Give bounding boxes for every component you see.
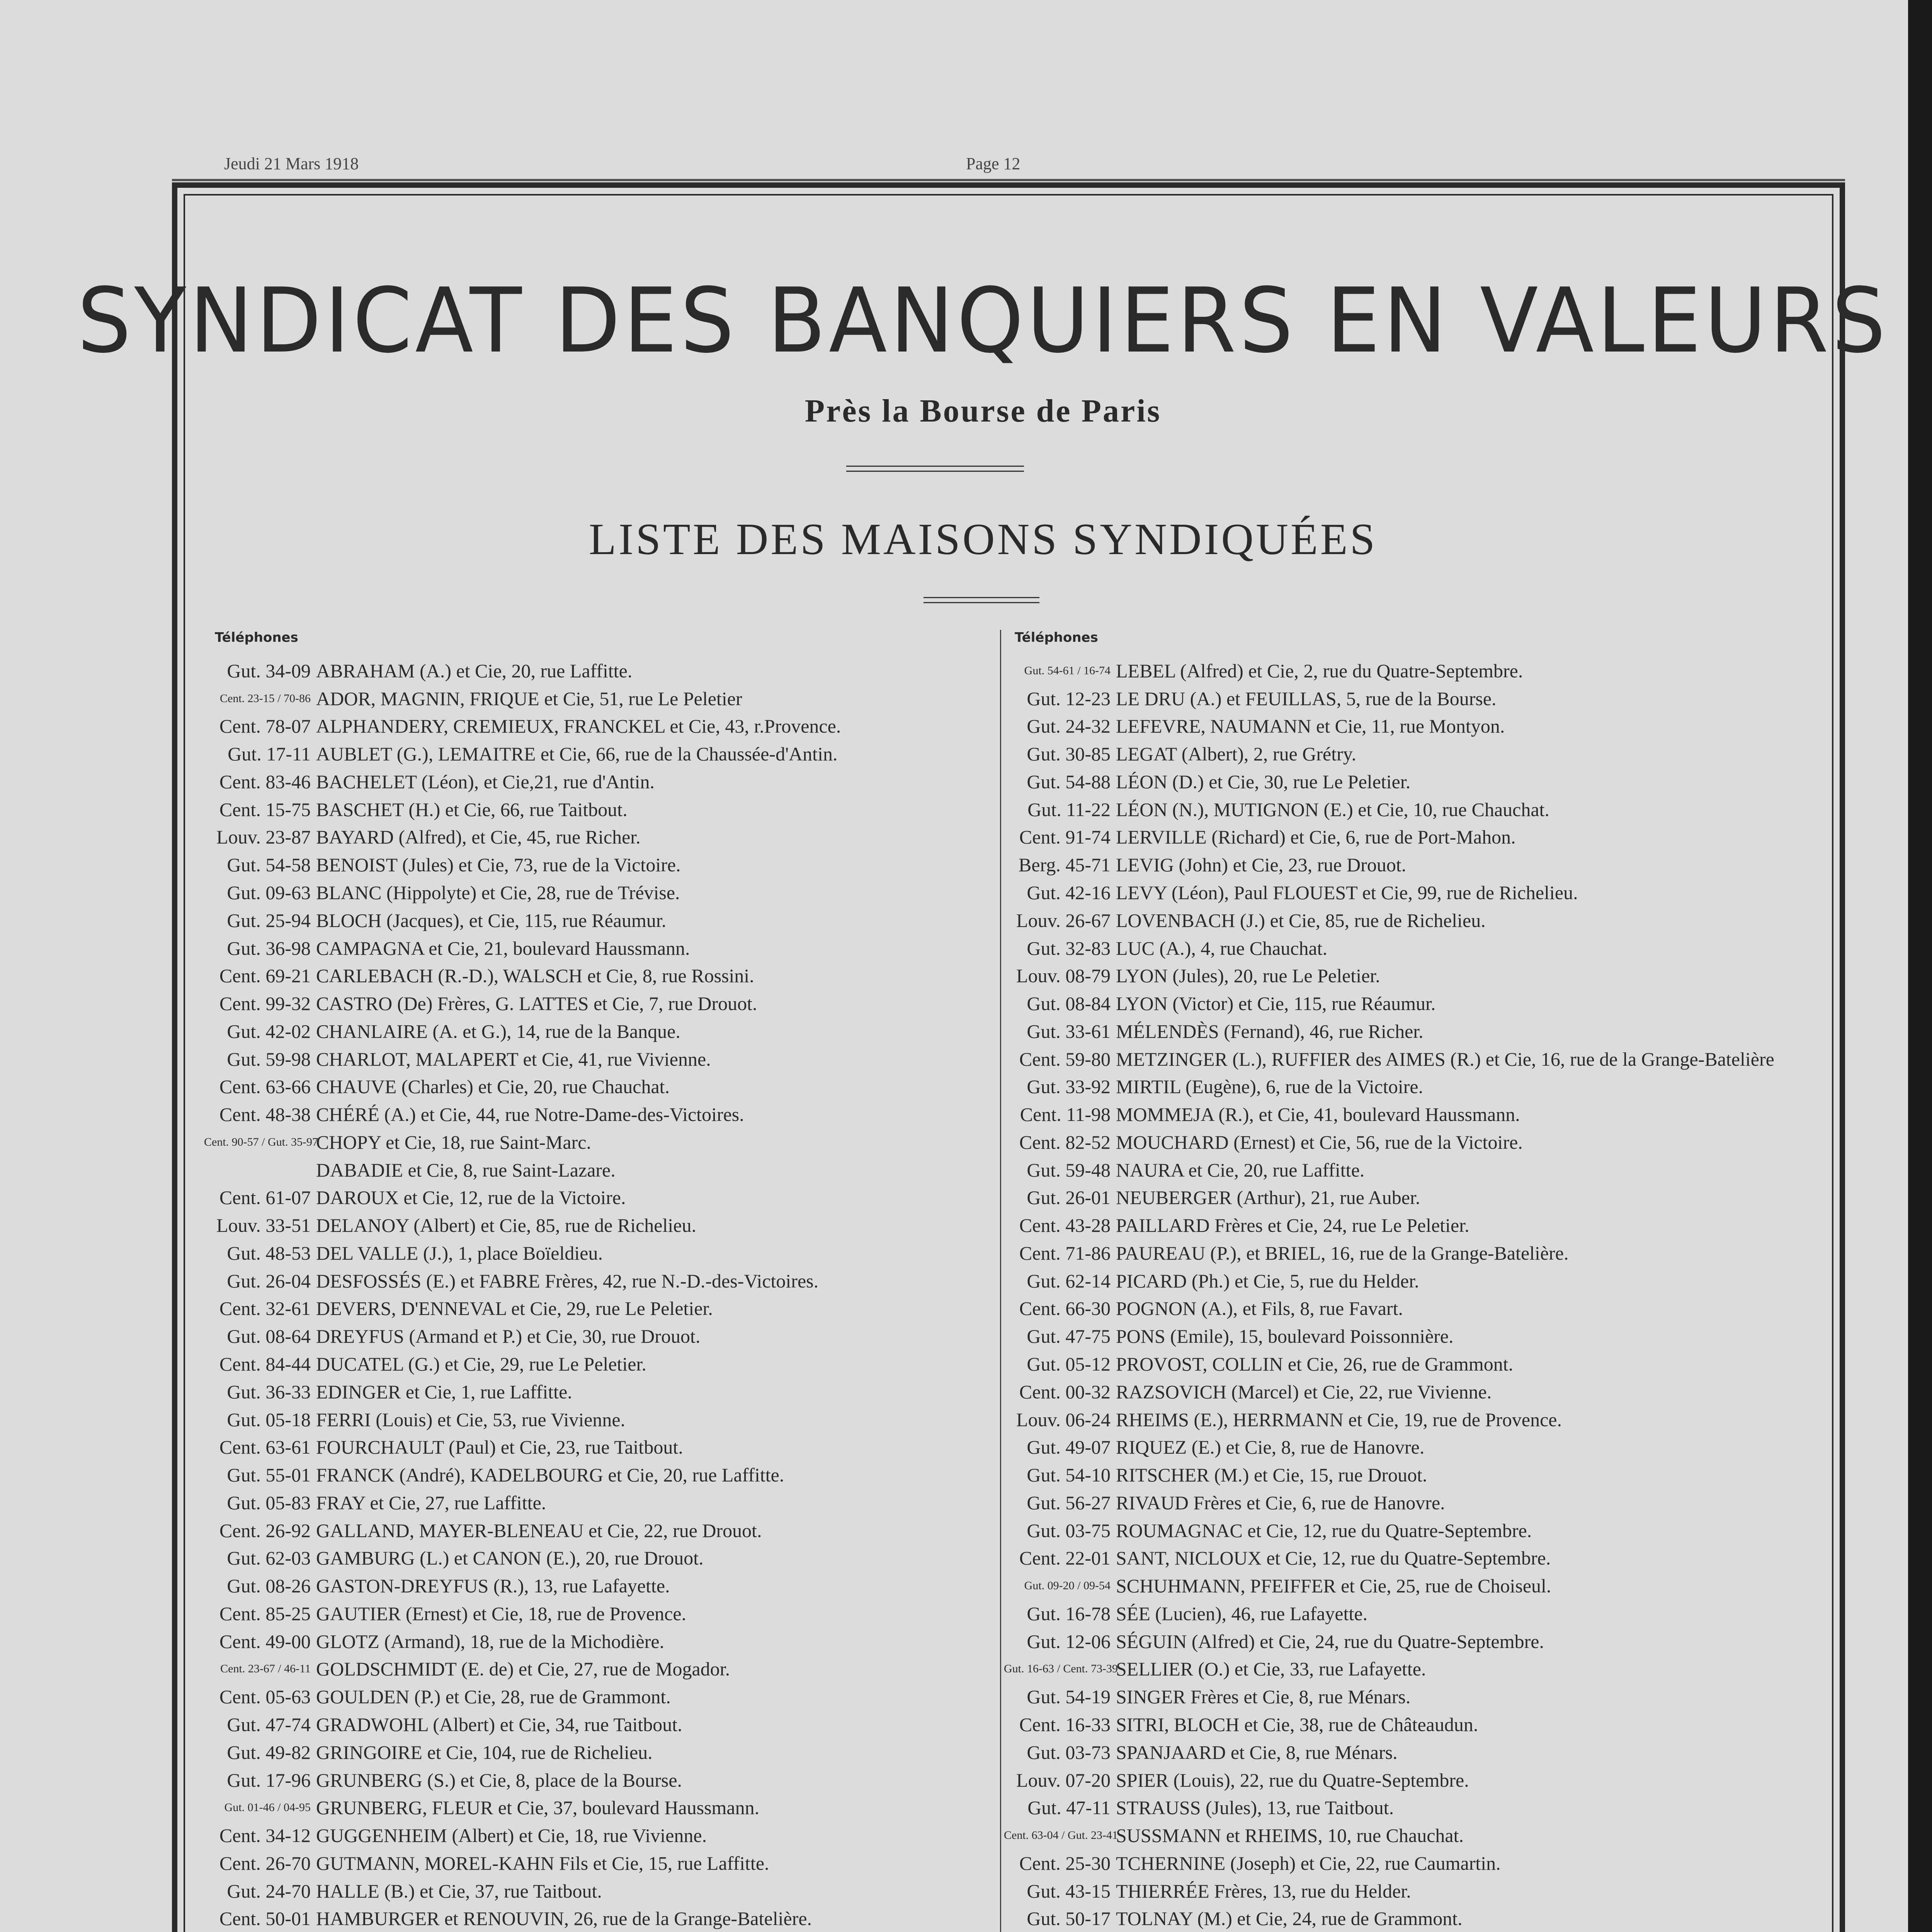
entry-phone: Gut. 59-48	[1027, 1159, 1111, 1181]
entry-phone: Gut. 36-33	[227, 1381, 311, 1403]
entry-text: SPANJAARD et Cie, 8, rue Ménars.	[1116, 1741, 1398, 1763]
list-item	[1004, 1184, 1808, 1212]
list-item	[204, 1572, 1008, 1600]
entry-phone: Gut. 05-83	[227, 1492, 311, 1514]
entry-phone: Cent. 82-52	[1019, 1131, 1111, 1153]
list-item	[1004, 1045, 1808, 1073]
list-item	[204, 1350, 1008, 1378]
list-item	[204, 796, 1008, 823]
title-rule	[846, 466, 1024, 472]
list-item	[204, 1239, 1008, 1267]
list-item	[1004, 1489, 1808, 1517]
list-item	[204, 1100, 1008, 1128]
entry-text: LYON (Victor) et Cie, 115, rue Réaumur.	[1116, 993, 1436, 1015]
list-item	[1004, 1905, 1808, 1932]
entry-phone: Gut. 33-61	[1027, 1020, 1111, 1042]
entry-text: BENOIST (Jules) et Cie, 73, rue de la Victoire.	[316, 854, 681, 876]
entry-text: STRAUSS (Jules), 13, rue Taitbout.	[1116, 1797, 1394, 1819]
entry-phone: Cent. 22-01	[1019, 1547, 1111, 1569]
entry-text: PAILLARD Frères et Cie, 24, rue Le Peletier.	[1116, 1214, 1469, 1236]
list-item	[1004, 1073, 1808, 1100]
entry-phone: Gut. 26-04	[227, 1270, 311, 1292]
entry-phone: Gut. 25-94	[227, 909, 311, 931]
entry-phone: Cent. 83-46	[219, 770, 311, 793]
list-item	[1004, 1211, 1808, 1239]
entry-text: SÉGUIN (Alfred) et Cie, 24, rue du Quatre-Septembre.	[1116, 1630, 1544, 1652]
entry-text: SUSSMANN et RHEIMS, 10, rue Chauchat.	[1116, 1825, 1464, 1847]
page-title: SYNDICAT DES BANQUIERS EN VALEURS	[77, 269, 1889, 373]
list-item	[204, 1461, 1008, 1489]
entry-text: PONS (Emile), 15, boulevard Poissonnière.	[1116, 1325, 1454, 1347]
entry-text: LEGAT (Albert), 2, rue Grétry.	[1116, 743, 1357, 765]
list-item	[204, 962, 1008, 990]
list-item	[204, 1600, 1008, 1628]
entry-phone: Gut. 55-01	[227, 1464, 311, 1486]
list-item	[1004, 1766, 1808, 1794]
entry-phone: Gut. 03-73	[1027, 1741, 1111, 1763]
entry-text: CHARLOT, MALAPERT et Cie, 41, rue Vivienne.	[316, 1048, 711, 1070]
entry-text: LOVENBACH (J.) et Cie, 85, rue de Richelieu.	[1116, 909, 1486, 931]
entry-text: DEVERS, D'ENNEVAL et Cie, 29, rue Le Peletier.	[316, 1298, 713, 1320]
list-item	[204, 1711, 1008, 1738]
list-heading-rule	[923, 597, 1039, 603]
list-item	[1004, 1738, 1808, 1766]
entry-phone: Gut. 32-83	[1027, 937, 1111, 959]
entry-text: GAMBURG (L.) et CANON (E.), 20, rue Drouot.	[316, 1547, 704, 1569]
list-item	[1004, 1600, 1808, 1628]
entry-text: TCHERNINE (Joseph) et Cie, 22, rue Caumartin.	[1116, 1852, 1501, 1874]
entry-text: CASTRO (De) Frères, G. LATTES et Cie, 7, rue Drouot.	[316, 993, 757, 1015]
entry-phone: Cent. 49-00	[219, 1630, 311, 1652]
entry-text: BASCHET (H.) et Cie, 66, rue Taitbout.	[316, 798, 628, 820]
entry-text: MOUCHARD (Ernest) et Cie, 56, rue de la Victoire.	[1116, 1131, 1523, 1153]
entry-phone: Gut. 36-98	[227, 937, 311, 959]
entry-text: LEVIG (John) et Cie, 23, rue Drouot.	[1116, 854, 1406, 876]
entry-phone: Cent. 66-30	[1019, 1298, 1111, 1320]
list-item	[204, 1017, 1008, 1045]
list-item	[204, 1378, 1008, 1406]
header-page-number: Page 12	[966, 154, 1020, 173]
entry-phone: Gut. 26-01	[1027, 1187, 1111, 1209]
entry-phone: Gut. 05-18	[227, 1408, 311, 1430]
entry-text: NEUBERGER (Arthur), 21, rue Auber.	[1116, 1187, 1420, 1209]
list-item	[204, 1905, 1008, 1932]
list-item	[1004, 1849, 1808, 1877]
entry-text: SPIER (Louis), 22, rue du Quatre-Septembre.	[1116, 1769, 1469, 1791]
entry-phone: Gut. 56-27	[1027, 1492, 1111, 1514]
list-item	[1004, 1572, 1808, 1600]
entry-text: GRUNBERG, FLEUR et Cie, 37, boulevard Haussmann.	[316, 1797, 760, 1819]
entry-text: LE DRU (A.) et FEUILLAS, 5, rue de la Bourse.	[1116, 687, 1497, 709]
list-item	[204, 1184, 1008, 1212]
entry-phone: Cent. 99-32	[219, 993, 311, 1015]
list-item	[1004, 962, 1808, 990]
entry-phone: Gut. 12-23	[1027, 687, 1111, 709]
entry-text: LYON (Jules), 20, rue Le Peletier.	[1116, 965, 1380, 987]
list-item	[204, 823, 1008, 851]
entry-text: LUC (A.), 4, rue Chauchat.	[1116, 937, 1328, 959]
entry-phone: Gut. 05-12	[1027, 1353, 1111, 1375]
entry-text: SCHUHMANN, PFEIFFER et Cie, 25, rue de Choiseul.	[1116, 1575, 1551, 1597]
list-item	[1004, 768, 1808, 796]
entry-phone: Cent. 63-66	[219, 1076, 311, 1098]
entry-text: GASTON-DREYFUS (R.), 13, rue Lafayette.	[316, 1575, 670, 1597]
entry-text: FERRI (Louis) et Cie, 53, rue Vivienne.	[316, 1408, 626, 1430]
list-item	[1004, 1322, 1808, 1350]
telephones-label: Téléphones	[215, 630, 298, 645]
entry-text: SANT, NICLOUX et Cie, 12, rue du Quatre-Septembre.	[1116, 1547, 1551, 1569]
entry-text: GRINGOIRE et Cie, 104, rue de Richelieu.	[316, 1741, 653, 1763]
entry-phone: Cent. 78-07	[219, 715, 311, 737]
list-item	[204, 1156, 1008, 1184]
entry-phone: Cent. 23-15 / 70-86	[220, 692, 311, 705]
list-item	[1004, 685, 1808, 713]
entry-text: FRAY et Cie, 27, rue Laffitte.	[316, 1492, 546, 1514]
entry-text: THIERRÉE Frères, 13, rue du Helder.	[1116, 1880, 1411, 1902]
entry-phone: Gut. 24-32	[1027, 715, 1111, 737]
entry-text: METZINGER (L.), RUFFIER des AIMES (R.) et Cie, 16, rue de la Grange-Batelière	[1116, 1048, 1774, 1070]
list-item	[1004, 934, 1808, 962]
entry-text: RIVAUD Frères et Cie, 6, rue de Hanovre.	[1116, 1492, 1445, 1514]
entry-text: CHAUVE (Charles) et Cie, 20, rue Chauchat.	[316, 1076, 670, 1098]
entry-text: FRANCK (André), KADELBOURG et Cie, 20, rue Laffitte.	[316, 1464, 784, 1486]
entry-phone: Gut. 17-11	[228, 743, 311, 765]
entry-phone: Cent. 63-04 / Gut. 23-41	[1004, 1829, 1118, 1842]
entry-phone: Berg. 45-71	[1019, 854, 1111, 876]
entry-phone: Cent. 63-61	[219, 1436, 311, 1458]
entry-text: CHÉRÉ (A.) et Cie, 44, rue Notre-Dame-des-Victoires.	[316, 1104, 744, 1126]
entry-phone: Gut. 16-78	[1027, 1602, 1111, 1624]
entry-phone: Cent. 25-30	[1019, 1852, 1111, 1874]
entry-phone: Cent. 32-61	[219, 1298, 311, 1320]
entry-text: LEFEVRE, NAUMANN et Cie, 11, rue Montyon.	[1116, 715, 1505, 737]
entry-text: RHEIMS (E.), HERRMANN et Cie, 19, rue de Provence.	[1116, 1408, 1562, 1430]
entry-phone: Gut. 01-46 / 04-95	[224, 1801, 311, 1814]
list-item	[204, 1489, 1008, 1517]
entry-phone: Cent. 16-33	[1019, 1713, 1111, 1735]
entry-phone: Gut. 42-02	[227, 1020, 311, 1042]
list-item	[204, 1073, 1008, 1100]
entry-text: PROVOST, COLLIN et Cie, 26, rue de Grammont.	[1116, 1353, 1514, 1375]
list-item	[204, 1517, 1008, 1544]
entry-phone: Cent. 26-70	[219, 1852, 311, 1874]
list-item	[1004, 713, 1808, 740]
entry-phone: Gut. 08-84	[1027, 993, 1111, 1015]
entry-text: NAURA et Cie, 20, rue Laffitte.	[1116, 1159, 1365, 1181]
entry-text: TOLNAY (M.) et Cie, 24, rue de Grammont.	[1116, 1908, 1463, 1930]
entry-text: POGNON (A.), et Fils, 8, rue Favart.	[1116, 1298, 1403, 1320]
entry-phone: Gut. 47-74	[227, 1713, 311, 1735]
entry-text: DELANOY (Albert) et Cie, 85, rue de Richelieu.	[316, 1214, 696, 1236]
entry-phone: Gut. 03-75	[1027, 1519, 1111, 1541]
list-item	[1004, 1655, 1808, 1683]
entry-phone: Cent. 91-74	[1019, 826, 1111, 848]
entry-text: CHANLAIRE (A. et G.), 14, rue de la Banque.	[316, 1020, 680, 1042]
entry-phone: Gut. 09-63	[227, 882, 311, 903]
entry-text: GOULDEN (P.) et Cie, 28, rue de Grammont.	[316, 1686, 671, 1708]
list-item	[1004, 879, 1808, 906]
list-item	[1004, 1267, 1808, 1295]
entry-text: DUCATEL (G.) et Cie, 29, rue Le Peletier.	[316, 1353, 646, 1375]
entry-phone: Gut. 11-22	[1027, 798, 1111, 820]
left-entry-list	[204, 657, 1008, 1932]
list-item	[1004, 1239, 1808, 1267]
entry-text: LÉON (N.), MUTIGNON (E.) et Cie, 10, rue Chauchat.	[1116, 798, 1549, 820]
entry-text: GALLAND, MAYER-BLENEAU et Cie, 22, rue Drouot.	[316, 1519, 762, 1541]
entry-phone: Gut. 08-64	[227, 1325, 311, 1347]
header-date: Jeudi 21 Mars 1918	[224, 154, 359, 173]
entry-text: DAROUX et Cie, 12, rue de la Victoire.	[316, 1187, 626, 1209]
entry-phone: Gut. 09-20 / 09-54	[1024, 1579, 1111, 1592]
entry-phone: Louv. 26-67	[1016, 909, 1111, 931]
entry-phone: Gut. 54-61 / 16-74	[1024, 664, 1111, 677]
entry-text: ROUMAGNAC et Cie, 12, rue du Quatre-Septembre.	[1116, 1519, 1532, 1541]
entry-text: RAZSOVICH (Marcel) et Cie, 22, rue Vivienne.	[1116, 1381, 1492, 1403]
entry-phone: Gut. 47-75	[1027, 1325, 1111, 1347]
list-item	[204, 1211, 1008, 1239]
entry-text: DREYFUS (Armand et P.) et Cie, 30, rue Drouot.	[316, 1325, 701, 1347]
entry-phone: Gut. 62-14	[1027, 1270, 1111, 1292]
entry-phone: Louv. 06-24	[1016, 1408, 1111, 1430]
entry-phone: Gut. 54-10	[1027, 1464, 1111, 1486]
entry-text: CAMPAGNA et Cie, 21, boulevard Haussmann.	[316, 937, 690, 959]
list-item	[1004, 1461, 1808, 1489]
list-item	[204, 906, 1008, 934]
entry-text: GRADWOHL (Albert) et Cie, 34, rue Taitbout.	[316, 1713, 682, 1735]
right-entry-list	[1004, 657, 1808, 1932]
list-heading: LISTE DES MAISONS SYNDIQUÉES	[588, 515, 1378, 564]
list-item	[1004, 796, 1808, 823]
entry-text: LERVILLE (Richard) et Cie, 6, rue de Port-Mahon.	[1116, 826, 1516, 848]
entry-text: GUTMANN, MOREL-KAHN Fils et Cie, 15, rue Laffitte.	[316, 1852, 769, 1874]
entry-phone: Cent. 00-32	[1019, 1381, 1111, 1403]
list-item	[204, 1628, 1008, 1655]
entry-phone: Gut. 54-88	[1027, 770, 1111, 793]
list-item	[204, 657, 1008, 685]
entry-text: ADOR, MAGNIN, FRIQUE et Cie, 51, rue Le Peletier	[316, 687, 742, 709]
entry-phone: Cent. 84-44	[219, 1353, 311, 1375]
page-subtitle: Près la Bourse de Paris	[804, 393, 1162, 429]
entry-text: MIRTIL (Eugène), 6, rue de la Victoire.	[1116, 1076, 1423, 1098]
list-item	[204, 1544, 1008, 1572]
entry-phone: Gut. 50-17	[1027, 1908, 1111, 1930]
entry-phone: Gut. 24-70	[227, 1880, 311, 1902]
list-item	[204, 1295, 1008, 1323]
left-column	[204, 630, 1008, 1932]
list-item	[1004, 1378, 1808, 1406]
entry-text: SÉE (Lucien), 46, rue Lafayette.	[1116, 1602, 1368, 1624]
telephones-label: Téléphones	[1015, 630, 1098, 645]
list-item	[1004, 1821, 1808, 1849]
entry-phone: Cent. 11-98	[1020, 1104, 1111, 1126]
entry-text: CHOPY et Cie, 18, rue Saint-Marc.	[316, 1131, 591, 1153]
entry-phone: Cent. 71-86	[1019, 1242, 1111, 1264]
entry-text: ALPHANDERY, CREMIEUX, FRANCKEL et Cie, 43, r.Provence.	[316, 715, 841, 737]
entry-phone: Gut. 42-16	[1027, 882, 1111, 903]
list-item	[204, 851, 1008, 879]
list-item	[204, 685, 1008, 713]
entry-text: MOMMEJA (R.), et Cie, 41, boulevard Haussmann.	[1116, 1104, 1520, 1126]
entry-phone: Cent. 90-57 / Gut. 35-97	[204, 1135, 318, 1148]
entry-phone: Cent. 61-07	[219, 1187, 311, 1209]
entry-phone: Gut. 54-19	[1027, 1686, 1111, 1708]
list-item	[1004, 906, 1808, 934]
entry-text: HALLE (B.) et Cie, 37, rue Taitbout.	[316, 1880, 602, 1902]
list-item	[204, 1877, 1008, 1905]
entry-text: LEVY (Léon), Paul FLOUEST et Cie, 99, rue de Richelieu.	[1116, 882, 1578, 903]
list-item	[204, 1045, 1008, 1073]
list-item	[204, 1267, 1008, 1295]
entry-text: HAMBURGER et RENOUVIN, 26, rue de la Grange-Batelière.	[316, 1908, 812, 1930]
entry-text: LÉON (D.) et Cie, 30, rue Le Peletier.	[1116, 770, 1411, 793]
entry-text: SELLIER (O.) et Cie, 33, rue Lafayette.	[1116, 1658, 1426, 1680]
entry-phone: Gut. 34-09	[227, 660, 311, 682]
entry-phone: Cent. 23-67 / 46-11	[220, 1662, 311, 1675]
entry-text: ABRAHAM (A.) et Cie, 20, rue Laffitte.	[316, 660, 633, 682]
list-item	[204, 990, 1008, 1017]
entry-text: DABADIE et Cie, 8, rue Saint-Lazare.	[316, 1159, 616, 1181]
entry-text: SINGER Frères et Cie, 8, rue Ménars.	[1116, 1686, 1411, 1708]
list-item	[1004, 1711, 1808, 1738]
entry-text: PICARD (Ph.) et Cie, 5, rue du Helder.	[1116, 1270, 1419, 1292]
entry-text: GUGGENHEIM (Albert) et Cie, 18, rue Vivienne.	[316, 1825, 707, 1847]
entry-text: EDINGER et Cie, 1, rue Laffitte.	[316, 1381, 572, 1403]
entry-text: DEL VALLE (J.), 1, place Boïeldieu.	[316, 1242, 603, 1264]
entry-text: BACHELET (Léon), et Cie,21, rue d'Antin.	[316, 770, 655, 793]
list-item	[204, 879, 1008, 906]
list-item	[1004, 740, 1808, 768]
header-rule	[172, 179, 1845, 181]
entry-text: FOURCHAULT (Paul) et Cie, 23, rue Taitbout.	[316, 1436, 683, 1458]
list-item	[1004, 1433, 1808, 1461]
entry-text: RITSCHER (M.) et Cie, 15, rue Drouot.	[1116, 1464, 1427, 1486]
list-item	[1004, 1017, 1808, 1045]
entry-phone: Cent. 34-12	[219, 1825, 311, 1847]
entry-phone: Louv. 33-51	[216, 1214, 311, 1236]
entry-phone: Louv. 23-87	[216, 826, 311, 848]
list-item	[204, 1766, 1008, 1794]
entry-phone: Gut. 49-07	[1027, 1436, 1111, 1458]
list-item	[204, 1683, 1008, 1711]
entry-text: MÉLENDÈS (Fernand), 46, rue Richer.	[1116, 1020, 1423, 1042]
entry-phone: Gut. 12-06	[1027, 1630, 1111, 1652]
list-item	[204, 768, 1008, 796]
entry-phone: Cent. 85-25	[219, 1602, 311, 1624]
list-item	[1004, 1628, 1808, 1655]
entry-text: LEBEL (Alfred) et Cie, 2, rue du Quatre-Septembre.	[1116, 660, 1523, 682]
list-item	[1004, 1128, 1808, 1156]
entry-text: BLANC (Hippolyte) et Cie, 28, rue de Trévise.	[316, 882, 680, 903]
entry-phone: Louv. 08-79	[1016, 965, 1111, 987]
list-item	[1004, 1100, 1808, 1128]
entry-text: BLOCH (Jacques), et Cie, 115, rue Réaumur.	[316, 909, 667, 931]
entry-phone: Gut. 62-03	[227, 1547, 311, 1569]
list-item	[204, 1849, 1008, 1877]
list-item	[1004, 1877, 1808, 1905]
entry-phone: Cent. 05-63	[219, 1686, 311, 1708]
entry-phone: Cent. 69-21	[219, 965, 311, 987]
right-column	[1004, 630, 1808, 1932]
entry-phone: Gut. 48-53	[227, 1242, 311, 1264]
list-item	[204, 1821, 1008, 1849]
entry-phone: Gut. 30-85	[1027, 743, 1111, 765]
list-item	[1004, 1350, 1808, 1378]
entry-text: BAYARD (Alfred), et Cie, 45, rue Richer.	[316, 826, 641, 848]
list-item	[204, 713, 1008, 740]
list-item	[1004, 990, 1808, 1017]
list-item	[1004, 1544, 1808, 1572]
entry-phone: Gut. 08-26	[227, 1575, 311, 1597]
entry-phone: Cent. 50-01	[219, 1908, 311, 1930]
list-item	[204, 1406, 1008, 1434]
entry-phone: Louv. 07-20	[1016, 1769, 1111, 1791]
list-item	[1004, 823, 1808, 851]
entry-text: GRUNBERG (S.) et Cie, 8, place de la Bourse.	[316, 1769, 682, 1791]
list-item	[1004, 1517, 1808, 1544]
entry-text: DESFOSSÉS (E.) et FABRE Frères, 42, rue N.-D.-des-Victoires.	[316, 1270, 819, 1292]
entry-text: AUBLET (G.), LEMAITRE et Cie, 66, rue de la Chaussée-d'Antin.	[316, 743, 838, 765]
list-item	[1004, 657, 1808, 685]
list-item	[204, 1794, 1008, 1821]
list-item	[204, 740, 1008, 768]
entry-phone: Cent. 15-75	[219, 798, 311, 820]
entry-phone: Gut. 54-58	[227, 854, 311, 876]
column-divider	[1000, 630, 1001, 1932]
list-item	[1004, 1295, 1808, 1323]
page-header	[224, 154, 1847, 175]
entry-text: GAUTIER (Ernest) et Cie, 18, rue de Provence.	[316, 1602, 687, 1624]
list-item	[1004, 851, 1808, 879]
entry-text: SITRI, BLOCH et Cie, 38, rue de Châteaudun.	[1116, 1713, 1478, 1735]
entry-phone: Gut. 59-98	[227, 1048, 311, 1070]
entry-text: RIQUEZ (E.) et Cie, 8, rue de Hanovre.	[1116, 1436, 1425, 1458]
entry-phone: Cent. 59-80	[1019, 1048, 1111, 1070]
entry-phone: Gut. 17-96	[227, 1769, 311, 1791]
list-item	[204, 1738, 1008, 1766]
entry-text: GOLDSCHMIDT (E. de) et Cie, 27, rue de Mogador.	[316, 1658, 730, 1680]
list-item	[204, 934, 1008, 962]
list-item	[1004, 1683, 1808, 1711]
entry-phone: Gut. 49-82	[227, 1741, 311, 1763]
entry-text: CARLEBACH (R.-D.), WALSCH et Cie, 8, rue Rossini.	[316, 965, 754, 987]
list-item	[1004, 1794, 1808, 1821]
entry-phone: Gut. 33-92	[1027, 1076, 1111, 1098]
list-item	[204, 1128, 1008, 1156]
entry-text: GLOTZ (Armand), 18, rue de la Michodière.	[316, 1630, 665, 1652]
entry-phone: Cent. 48-38	[219, 1104, 311, 1126]
list-item	[204, 1655, 1008, 1683]
list-item	[1004, 1406, 1808, 1434]
list-item	[1004, 1156, 1808, 1184]
entry-phone: Gut. 16-63 / Cent. 73-39	[1004, 1662, 1118, 1675]
list-item	[204, 1433, 1008, 1461]
entry-text: PAUREAU (P.), et BRIEL, 16, rue de la Grange-Batelière.	[1116, 1242, 1569, 1264]
entry-phone: Gut. 47-11	[1027, 1797, 1111, 1819]
entry-phone: Gut. 43-15	[1027, 1880, 1111, 1902]
entry-phone: Cent. 26-92	[219, 1519, 311, 1541]
entry-phone: Cent. 43-28	[1019, 1214, 1111, 1236]
list-item	[204, 1322, 1008, 1350]
